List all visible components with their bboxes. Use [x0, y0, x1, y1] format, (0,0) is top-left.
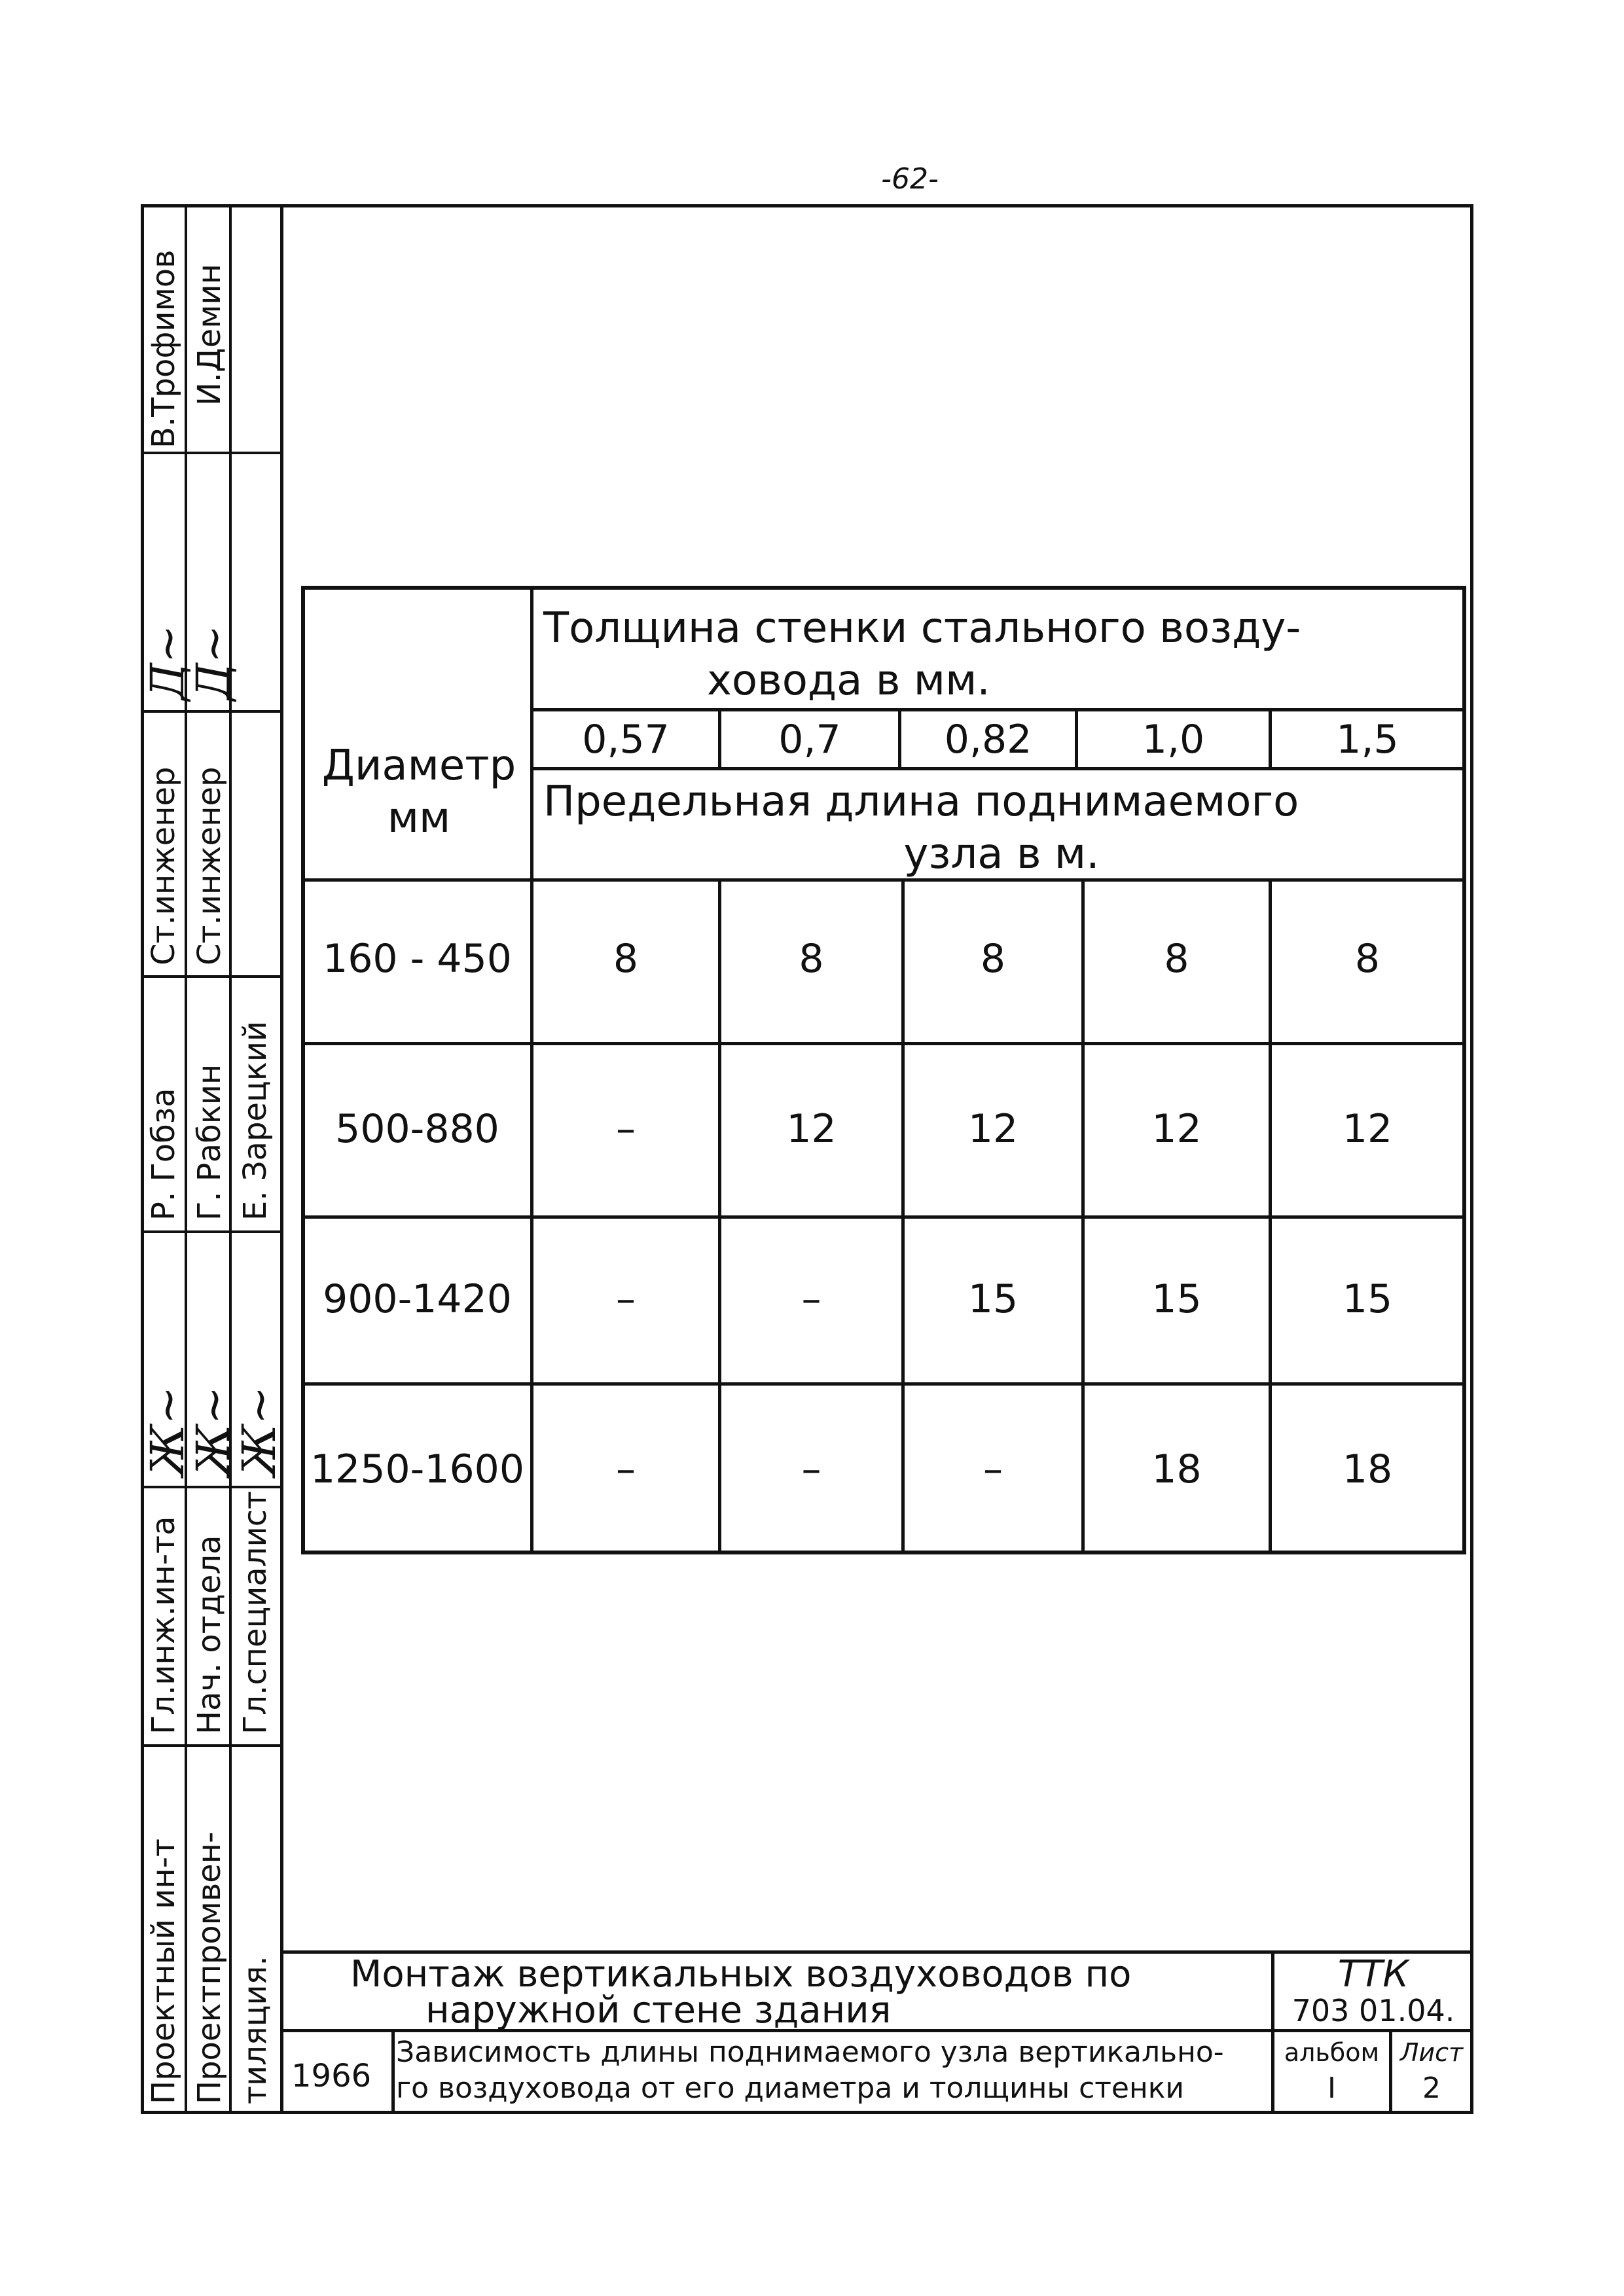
side-hline	[141, 710, 280, 713]
row-value: 15	[967, 1276, 1019, 1322]
diameter-header	[311, 740, 527, 844]
row-value: –	[983, 1446, 1003, 1492]
table-hline	[530, 767, 1466, 770]
row-value: 18	[1151, 1446, 1202, 1492]
doc-code: 703 01.04.	[1291, 1993, 1455, 2028]
thickness-value: 1,5	[1336, 717, 1399, 762]
side-hline	[141, 1486, 280, 1488]
row-value: 15	[1151, 1276, 1202, 1322]
thickness-value: 0,7	[778, 717, 841, 762]
signature: Д~	[141, 624, 194, 700]
album-label: альбом	[1284, 2038, 1380, 2067]
row-diameter: 1250-1600	[310, 1446, 525, 1492]
page-number: -62-	[881, 162, 939, 196]
diameter-header-line: Диаметр	[321, 742, 516, 790]
row-value: 8	[1164, 936, 1189, 982]
row-diameter: 500-880	[335, 1106, 499, 1152]
table-hline	[301, 1382, 1466, 1386]
table-hline	[301, 1215, 1466, 1219]
row-value: 8	[1354, 936, 1380, 982]
table-hline	[530, 708, 1466, 711]
signature: Ж~	[187, 1386, 240, 1476]
row-value: –	[801, 1276, 821, 1322]
side-divider	[185, 204, 187, 2114]
row-value: 12	[967, 1106, 1019, 1152]
signature: Д~	[187, 624, 240, 700]
sidebar-org: Проектный ин-т	[145, 1838, 182, 2104]
row-value: 8	[613, 936, 639, 982]
side-hline	[141, 975, 280, 978]
sidebar-role: Ст.инженер	[191, 766, 228, 965]
diameter-header-unit: мм	[387, 794, 451, 842]
side-hline	[141, 1744, 280, 1747]
row-value: 15	[1342, 1276, 1393, 1322]
subtitle-line: Зависимость длины поднимаемого узла вертикально-	[396, 2036, 1224, 2069]
row-diameter: 160 - 450	[323, 936, 512, 982]
sidebar-name: И.Демин	[191, 264, 228, 406]
thickness-header	[543, 602, 1460, 707]
side-hline	[141, 1230, 280, 1233]
sidebar-org: Проектпромвен-	[191, 1831, 228, 2104]
album-value: I	[1327, 2072, 1336, 2105]
sidebar-name: Р. Гобза	[145, 1088, 182, 1221]
sidebar-name: В.Трофимов	[145, 249, 182, 448]
side-divider	[229, 204, 232, 2114]
doc-title-line: наружной стене здания	[425, 1989, 892, 2032]
sidebar-org: тиляция.	[237, 1956, 274, 2104]
thickness-value: 0,57	[582, 717, 670, 762]
row-value: 12	[1151, 1106, 1202, 1152]
title-block-vline	[391, 2029, 395, 2114]
sheet-label: Лист	[1399, 2038, 1464, 2067]
row-value: 18	[1342, 1446, 1393, 1492]
thickness-value: 1,0	[1142, 717, 1205, 762]
table-hline	[301, 1042, 1466, 1045]
length-header-line: узла в м.	[903, 830, 1100, 878]
subtitle-line: го воздуховода от его диаметра и толщины стенки	[396, 2072, 1184, 2105]
sidebar-role: Гл.специалист	[237, 1490, 274, 1734]
row-value: –	[616, 1276, 636, 1322]
side-hline	[141, 452, 280, 454]
year: 1966	[291, 2058, 372, 2094]
row-value: –	[801, 1446, 821, 1492]
row-value: –	[616, 1106, 636, 1152]
sidebar-name: Е. Зарецкий	[237, 1020, 274, 1221]
sidebar-role: Гл.инж.ин-та	[145, 1516, 182, 1734]
row-value: 12	[1342, 1106, 1393, 1152]
signature: Ж~	[232, 1386, 286, 1476]
row-value: 8	[799, 936, 824, 982]
row-value: 8	[980, 936, 1006, 982]
thickness-value: 0,82	[944, 717, 1032, 762]
sidebar-role: Нач. отдела	[191, 1535, 228, 1734]
length-header-line: Предельная длина поднимаемого	[543, 778, 1299, 826]
thickness-header-line: Толщина стенки стального возду-	[543, 604, 1301, 653]
sidebar-name: Г. Рабкин	[191, 1064, 228, 1221]
signature: Ж~	[141, 1386, 194, 1476]
sheet-value: 2	[1422, 2072, 1441, 2105]
sidebar-role: Ст.инженер	[145, 766, 182, 965]
doc-code-label: ТТК	[1337, 1953, 1409, 1996]
doc-title-line: Монтаж вертикальных воздуховодов по	[350, 1953, 1132, 1996]
row-diameter: 900-1420	[323, 1276, 512, 1322]
row-value: 12	[786, 1106, 837, 1152]
row-value: –	[616, 1446, 636, 1492]
length-header	[543, 776, 1460, 880]
thickness-header-line: ховода в мм.	[707, 656, 990, 705]
